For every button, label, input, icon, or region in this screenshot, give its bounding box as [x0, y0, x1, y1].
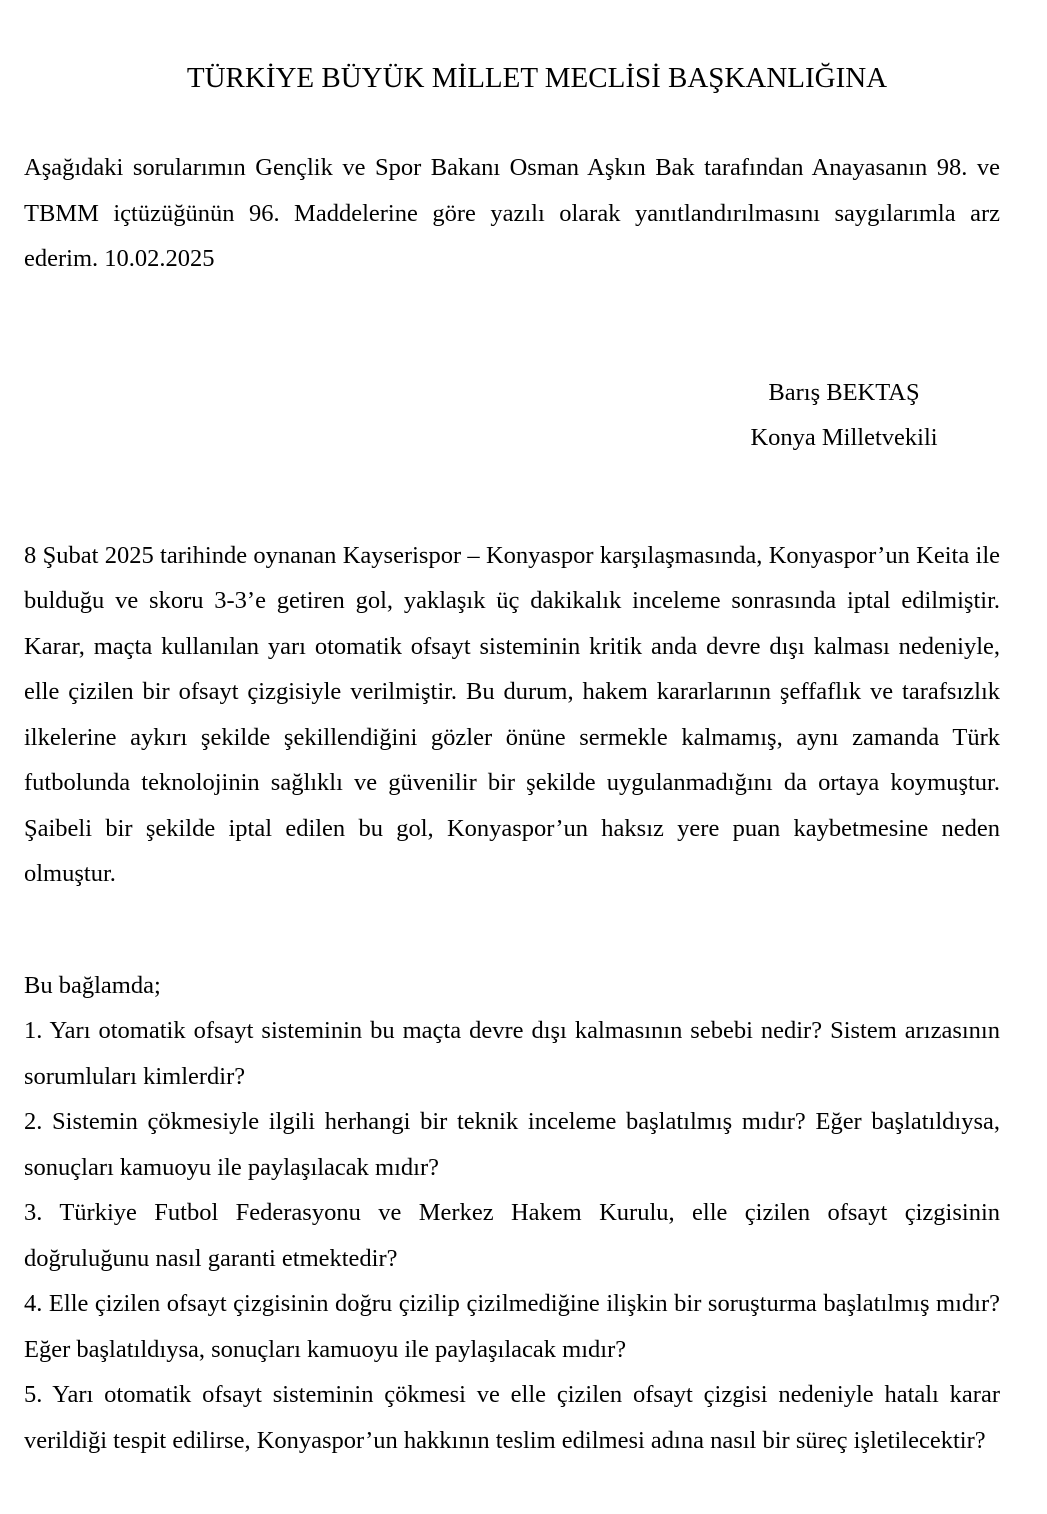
question-item-3: 3. Türkiye Futbol Federasyonu ve Merkez Hakem Kurulu, elle çizilen ofsayt çizgisinin doğruluğunu nasıl garanti etmektedir?	[24, 1199, 1000, 1272]
intro-paragraph: Aşağıdaki sorularımın Gençlik ve Spor Bakanı Osman Aşkın Bak tarafından Anayasanın 98. ve TBMM içtüzüğünün 96. Maddelerine göre yazılı olarak yanıtlandırılmasını saygılarımla arz ederim. 10.02.2025	[24, 154, 1000, 273]
question-item-5: 5. Yarı otomatik ofsayt sisteminin çökmesi ve elle çizilen ofsayt çizgisi nedeniyle hatalı karar verildiği tespit edilirse, Konyaspor’un hakkının teslim edilmesi adına nasıl bir süreç işletilecektir?	[24, 1381, 1000, 1454]
document-page	[0, 19, 1047, 1463]
question-item-4: 4. Elle çizilen ofsayt çizgisinin doğru çizilip çizilmediğine ilişkin bir soruşturma başlatılmış mıdır? Eğer başlatıldıysa, sonuçları kamuoyu ile paylaşılacak mıdır?	[24, 1290, 1000, 1363]
question-item-1: 1. Yarı otomatik ofsayt sisteminin bu maçta devre dışı kalmasının sebebi nedir? Sistem arızasının sorumluları kimlerdir?	[24, 1017, 1000, 1090]
signature-role: Konya Milletvekili	[750, 424, 938, 452]
context-label: Bu bağlamda;	[24, 971, 161, 999]
document-title: TÜRKİYE BÜYÜK MİLLET MECLİSİ BAŞKANLIĞINA	[186, 62, 888, 95]
signature-block	[734, 370, 954, 461]
signature-name: Barış BEKTAŞ	[768, 378, 920, 406]
body-paragraph: 8 Şubat 2025 tarihinde oynanan Kayserispor – Konyaspor karşılaşmasında, Konyaspor’un Keita ile bulduğu ve skoru 3-3’e getiren gol, yaklaşık üç dakikalık inceleme sonrasında iptal edilmiştir. Karar, maçta kullanılan yarı otomatik ofsayt sisteminin kritik anda devre dışı kalması nedeniyle, elle çizilen bir ofsayt çizgisiyle verilmiştir. Bu durum, hakem kararlarının şeffaflık ve tarafsızlık ilkelerine aykırı şekilde şekillendiğini gözler önüne sermekle kalmamış, aynı zamanda Türk futbolunda teknolojinin sağlıklı ve güvenilir bir şekilde uygulanmadığını da ortaya koymuştur. Şaibeli bir şekilde iptal edilen bu gol, Konyaspor’un haksız yere puan kaybetmesine neden olmuştur.	[24, 541, 1000, 888]
question-item-2: 2. Sistemin çökmesiyle ilgili herhangi bir teknik inceleme başlatılmış mıdır? Eğer başlatıldıysa, sonuçları kamuoyu ile paylaşılacak mıdır?	[24, 1108, 1000, 1181]
